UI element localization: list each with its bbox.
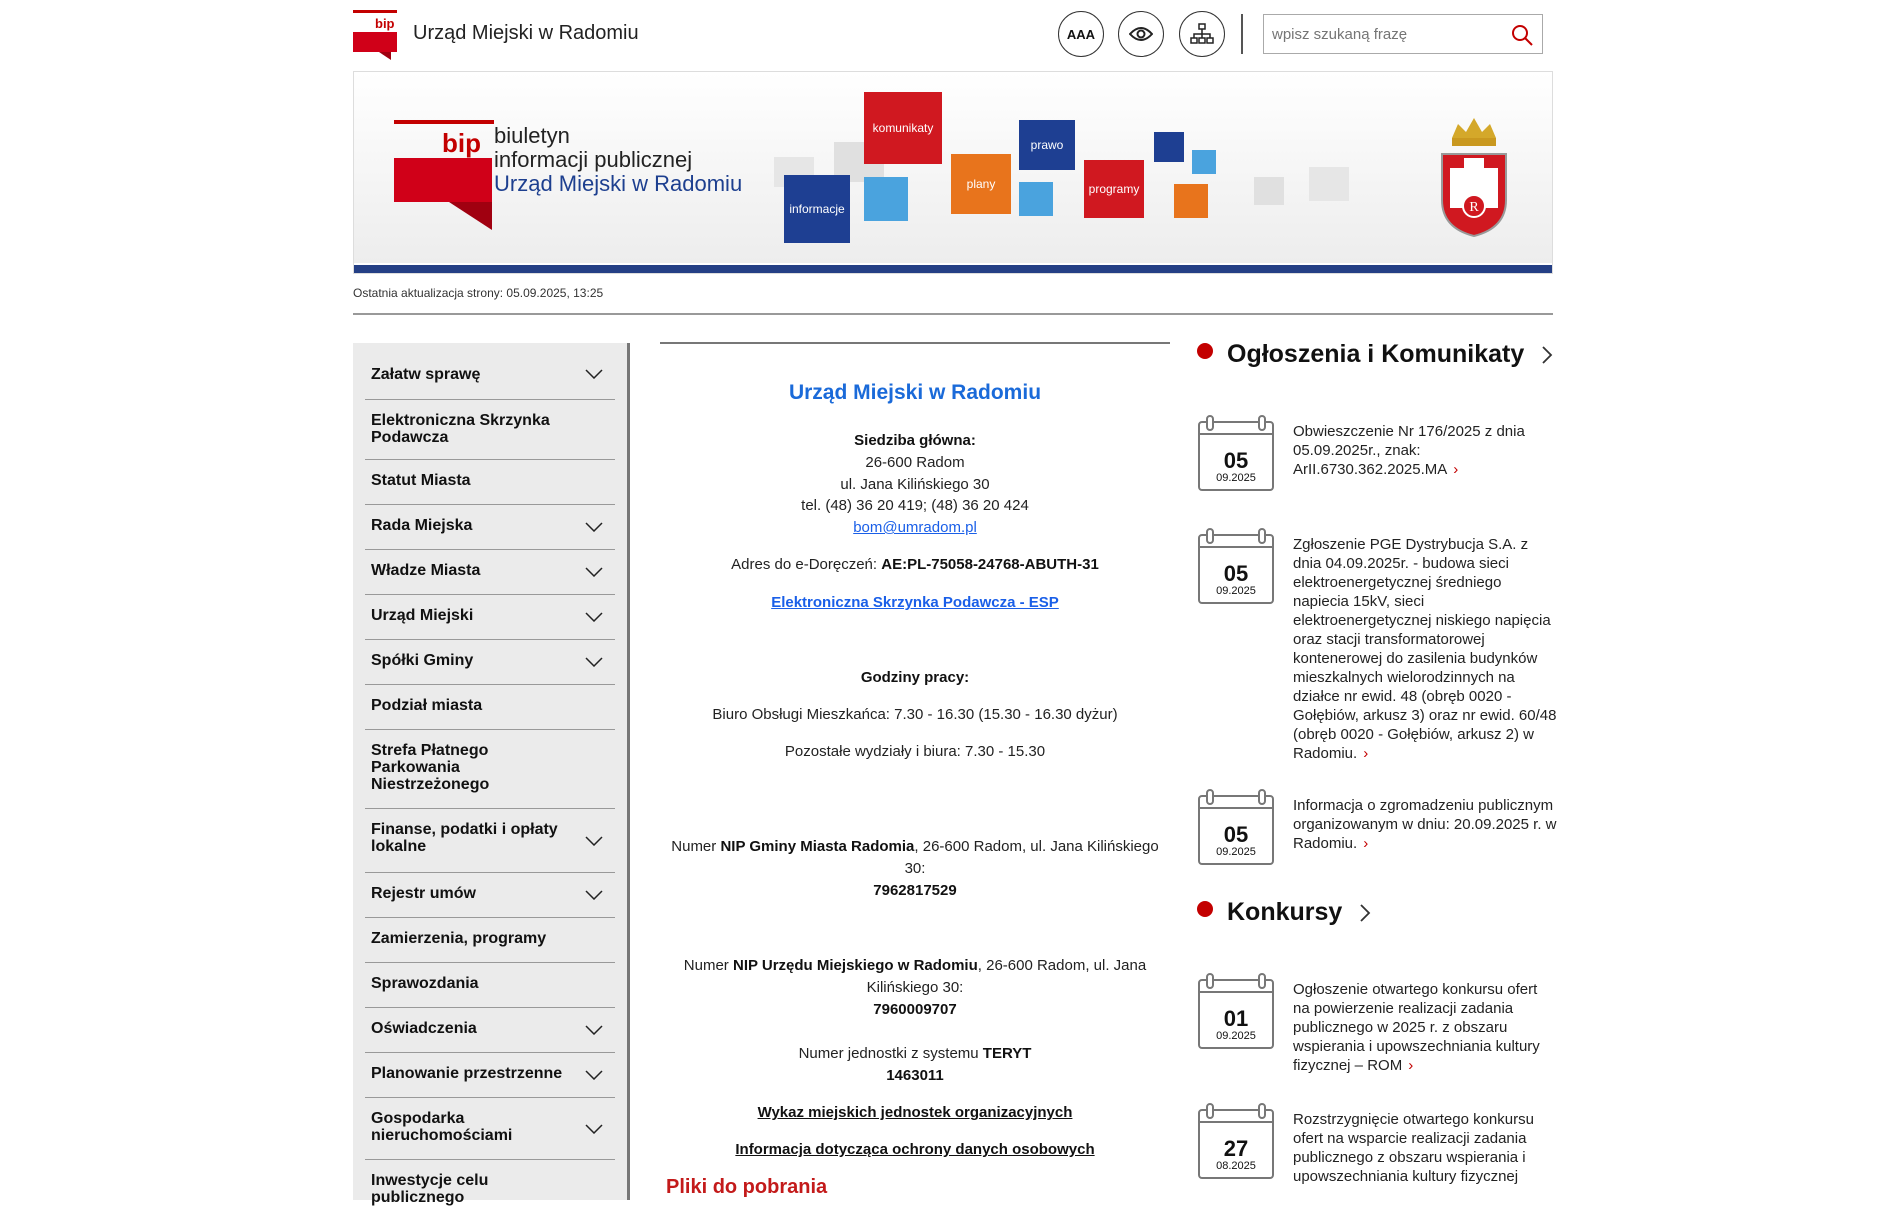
bip-logo-label: bip bbox=[375, 16, 395, 31]
sidebar-item-statut[interactable] bbox=[365, 460, 615, 505]
banner-line-3: Urząd Miejski w Radomiu bbox=[494, 171, 743, 196]
bubble-prawo: prawo bbox=[1019, 120, 1075, 170]
sidebar-item-label: Podział miasta bbox=[371, 697, 483, 714]
sidebar-item-oswiadczenia[interactable] bbox=[365, 1008, 615, 1053]
calendar-day: 01 bbox=[1223, 1006, 1249, 1031]
hours-label: Godziny pracy: bbox=[860, 669, 970, 686]
sidebar-item-label: Finanse, podatki i opłaty lokalne bbox=[371, 821, 558, 855]
bip-logo[interactable] bbox=[353, 10, 397, 60]
units-link[interactable]: Wykaz miejskich jednostek organizacyjnych bbox=[757, 1104, 1073, 1121]
calendar-day: 05 bbox=[1223, 561, 1249, 586]
sidebar-item-label: Urząd Miejski bbox=[371, 607, 474, 624]
svg-text:bip: bip bbox=[442, 128, 481, 158]
sidebar-item-zalatw-sprawe[interactable] bbox=[365, 343, 615, 400]
font-size-icon: AAA bbox=[1066, 26, 1096, 42]
contrast-button[interactable] bbox=[1118, 11, 1164, 57]
sidebar-item-gospodarka[interactable] bbox=[365, 1098, 615, 1160]
sidebar-item-label: Rejestr umów bbox=[371, 885, 476, 902]
chevron-right-icon[interactable]: › bbox=[1363, 835, 1369, 852]
hours-other: Pozostałe wydziały i biura: 7.30 - 15.30 bbox=[784, 743, 1046, 760]
bullet-dot-icon bbox=[1197, 343, 1213, 359]
bip-banner-logo bbox=[394, 120, 494, 230]
page-title: Urząd Miejski w Radomiu bbox=[788, 381, 1042, 404]
banner-stripe bbox=[354, 263, 1552, 273]
divider bbox=[353, 313, 1553, 315]
calendar-icon bbox=[1197, 527, 1275, 605]
calendar-icon bbox=[1197, 972, 1275, 1050]
sidebar-item-urzad[interactable] bbox=[365, 595, 615, 640]
chevron-down-icon[interactable] bbox=[585, 1025, 603, 1035]
sidebar-item-label: Rada Miejska bbox=[371, 517, 473, 534]
bubble-programy: programy bbox=[1084, 160, 1144, 218]
banner-line-1: biuletyn bbox=[494, 123, 570, 148]
banner-line-2: informacji publicznej bbox=[494, 147, 693, 172]
sidebar-item-esp[interactable] bbox=[365, 400, 615, 460]
edelivery-address: Adres do e-Doręczeń: AE:PL-75058-24768-ABUTH-31 bbox=[731, 556, 1099, 573]
hours-bom: Biuro Obsługi Mieszkańca: 7.30 - 16.30 (15.30 - 16.30 dyżur) bbox=[712, 706, 1118, 723]
search-icon[interactable] bbox=[1510, 23, 1534, 47]
svg-text:R: R bbox=[1469, 200, 1479, 215]
sidebar-item-wladze[interactable] bbox=[365, 550, 615, 595]
calendar-month: 08.2025 bbox=[1216, 1160, 1256, 1172]
bip-banner-text bbox=[494, 124, 742, 196]
calendar-day: 05 bbox=[1223, 822, 1249, 847]
bubble-plany: plany bbox=[951, 154, 1011, 214]
phone-numbers: tel. (48) 36 20 419; (48) 36 20 424 bbox=[801, 497, 1029, 514]
calendar-icon bbox=[1197, 1102, 1275, 1180]
sidebar-item-label: Spółki Gminy bbox=[371, 652, 474, 669]
sidebar-item-label: Elektroniczna Skrzynka Podawcza bbox=[371, 412, 550, 446]
chevron-down-icon[interactable] bbox=[585, 522, 603, 532]
email-link[interactable]: bom@umradom.pl bbox=[853, 519, 977, 536]
hq-label: Siedziba główna: bbox=[854, 432, 976, 449]
announcements-heading[interactable]: Ogłoszenia i Komunikaty bbox=[1197, 340, 1553, 369]
chevron-down-icon[interactable] bbox=[585, 612, 603, 622]
sidebar-item-planowanie[interactable] bbox=[365, 1053, 615, 1098]
sidebar-item-zamierzenia[interactable] bbox=[365, 918, 615, 963]
files-heading: Pliki do pobrania bbox=[666, 1176, 828, 1198]
calendar-icon bbox=[1197, 414, 1275, 492]
sidebar-item-label: Planowanie przestrzenne bbox=[371, 1065, 563, 1082]
teryt-value: 1463011 bbox=[886, 1067, 944, 1084]
sidebar-item-label: Załatw sprawę bbox=[371, 366, 481, 383]
contest-item[interactable]: Rozstrzygnięcie otwartego konkursu ofert na wsparcie realizacji zadania publicznego z obszaru wspierania i upowszechniania kultury fizycznej bbox=[1293, 1111, 1534, 1185]
nip-gmina: Numer NIP Gminy Miasta Radomia, 26-600 Radom, ul. Jana Kilińskiego 30: bbox=[671, 838, 1159, 877]
chevron-down-icon[interactable] bbox=[585, 890, 603, 900]
eye-icon bbox=[1129, 26, 1153, 42]
chevron-right-icon[interactable]: › bbox=[1363, 745, 1369, 762]
bip-banner bbox=[353, 71, 1553, 274]
chevron-down-icon[interactable] bbox=[585, 657, 603, 667]
chevron-down-icon[interactable] bbox=[585, 369, 603, 379]
chevron-down-icon[interactable] bbox=[585, 836, 603, 846]
sidebar-item-label: Władze Miasta bbox=[371, 562, 481, 579]
sitemap-button[interactable] bbox=[1179, 11, 1225, 57]
sidebar-item-label: Statut Miasta bbox=[371, 472, 471, 489]
chevron-down-icon[interactable] bbox=[585, 1070, 603, 1080]
nip-gmina-value: 7962817529 bbox=[873, 882, 957, 899]
sitemap-icon bbox=[1190, 23, 1214, 45]
city-crest bbox=[1434, 110, 1514, 240]
contest-item[interactable]: Ogłoszenie otwartego konkursu ofert na powierzenie realizacji zadania publicznego w 2025 r. z obszaru wspierania i upowszechniania kultury fizycznej – ROM › bbox=[1293, 981, 1540, 1074]
chevron-right-icon[interactable] bbox=[1541, 345, 1553, 365]
calendar-month: 09.2025 bbox=[1216, 585, 1256, 597]
announcement-item[interactable]: Informacja o zgromadzeniu publicznym organizowanym w dniu: 20.09.2025 r. w Radomiu. › bbox=[1293, 797, 1557, 852]
sidebar-item-label: Sprawozdania bbox=[371, 975, 479, 992]
sidebar-item-label: Zamierzenia, programy bbox=[371, 930, 547, 947]
sidebar-nav bbox=[353, 343, 630, 1206]
calendar-month: 09.2025 bbox=[1216, 472, 1256, 484]
bubble-komunikaty: komunikaty bbox=[864, 92, 942, 164]
announcement-item[interactable]: Obwieszczenie Nr 176/2025 z dnia 05.09.2025r., znak: ArII.6730.362.2025.MA › bbox=[1293, 423, 1525, 478]
gdpr-link[interactable]: Informacja dotycząca ochrony danych osobowych bbox=[735, 1141, 1095, 1158]
sidebar-item-rejestr[interactable] bbox=[365, 873, 615, 918]
chevron-right-icon[interactable]: › bbox=[1453, 461, 1459, 478]
announcement-item[interactable]: Zgłoszenie PGE Dystrybucja S.A. z dnia 04.09.2025r. - budowa sieci elektroenergetycznej średniego napiecia 15kV, sieci elektroenergetycznej niskiego napięcia oraz stacji transformatorowej kontenerowej do zasilenia budynków mieszkalnych wielorodzinnych na działce nr ewid. 48 (obręb 0020 - Gołębiów, arkusz 3) oraz nr ewid. 60/48 (obręb 0020 - Gołębiów, arkusz 2) w Radomiu. › bbox=[1293, 536, 1557, 762]
sidebar-item-sprawozdania[interactable] bbox=[365, 963, 615, 1008]
calendar-day: 05 bbox=[1223, 448, 1249, 473]
esp-link[interactable]: Elektroniczna Skrzynka Podawcza - ESP bbox=[771, 594, 1059, 611]
calendar-icon bbox=[1197, 788, 1275, 866]
calendar-month: 09.2025 bbox=[1216, 1030, 1256, 1042]
nip-urzad: Numer NIP Urzędu Miejskiego w Radomiu, 26-600 Radom, ul. Jana Kilińskiego 30: bbox=[683, 957, 1147, 996]
search-box[interactable] bbox=[1263, 14, 1543, 54]
bullet-dot-icon bbox=[1197, 901, 1213, 917]
sidebar-item-rada[interactable] bbox=[365, 505, 615, 550]
chevron-down-icon[interactable] bbox=[585, 1124, 603, 1134]
chevron-right-icon[interactable] bbox=[1359, 903, 1371, 923]
sidebar-item-inwestycje[interactable] bbox=[365, 1160, 615, 1206]
bubble-informacje: informacje bbox=[784, 175, 850, 243]
sidebar-item-label: Gospodarka nieruchomościami bbox=[371, 1110, 513, 1144]
chevron-right-icon[interactable]: › bbox=[1408, 1057, 1414, 1074]
contests-heading[interactable]: Konkursy bbox=[1197, 898, 1371, 927]
address-postal: 26-600 Radom bbox=[865, 454, 965, 471]
sidebar-item-podzial[interactable] bbox=[365, 685, 615, 730]
last-update: Ostatnia aktualizacja strony: 05.09.2025, 13:25 bbox=[353, 286, 604, 300]
address-street: ul. Jana Kilińskiego 30 bbox=[840, 476, 990, 493]
sidebar-item-label: Oświadczenia bbox=[371, 1020, 477, 1037]
teryt-label: Numer jednostki z systemu TERYT bbox=[798, 1045, 1032, 1062]
font-size-button[interactable] bbox=[1058, 11, 1104, 57]
header-divider bbox=[1241, 14, 1243, 54]
site-title[interactable]: Urząd Miejski w Radomiu bbox=[413, 22, 639, 44]
sidebar-item-label: Inwestycje celu publicznego bbox=[371, 1172, 489, 1206]
sidebar-item-spolki[interactable] bbox=[365, 640, 615, 685]
search-input[interactable] bbox=[1264, 15, 1494, 53]
sidebar-item-finanse[interactable] bbox=[365, 809, 615, 873]
calendar-day: 27 bbox=[1223, 1136, 1249, 1161]
page-header bbox=[353, 0, 1553, 70]
calendar-month: 09.2025 bbox=[1216, 846, 1256, 858]
nip-urzad-value: 7960009707 bbox=[873, 1001, 957, 1018]
chevron-down-icon[interactable] bbox=[585, 567, 603, 577]
sidebar-item-label: Strefa Płatnego Parkowania Niestrzeżonego bbox=[371, 742, 490, 793]
divider bbox=[660, 342, 1170, 344]
sidebar-item-strefa[interactable] bbox=[365, 730, 615, 809]
